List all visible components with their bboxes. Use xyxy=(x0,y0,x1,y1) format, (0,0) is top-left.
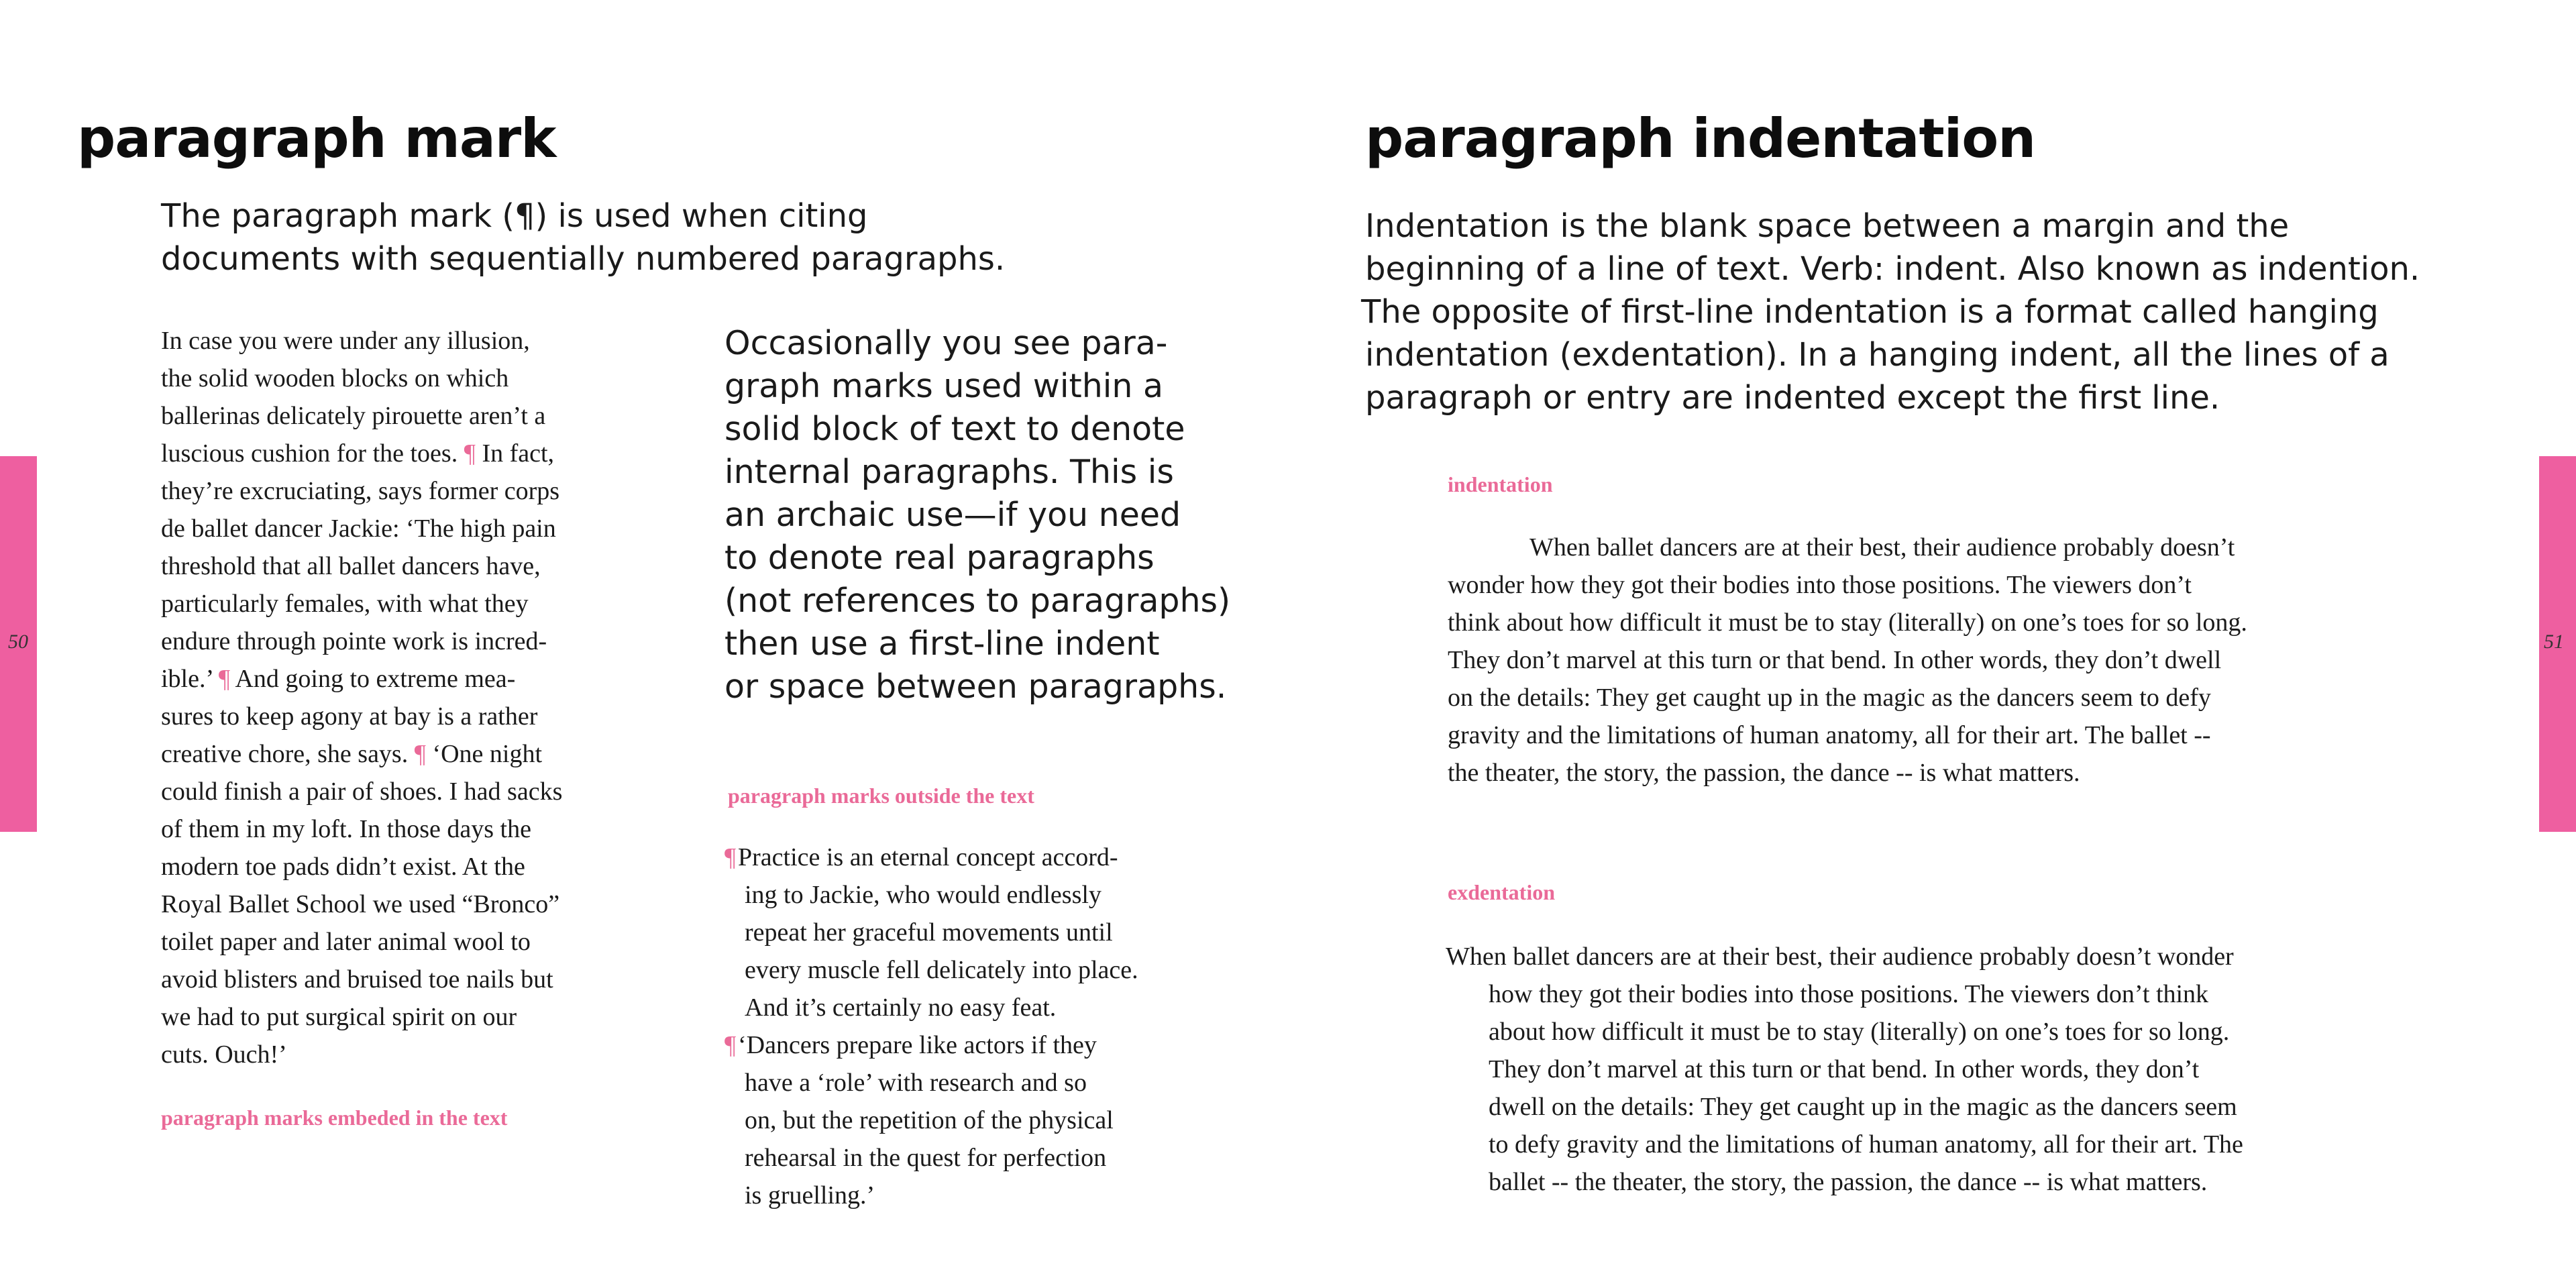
embedded-line xyxy=(161,623,562,660)
embedded-line xyxy=(161,510,562,547)
embedded-line-text: modern toe pads didn’t exist. At the xyxy=(161,853,525,881)
embedded-line xyxy=(161,1036,562,1073)
indentation-example xyxy=(1448,529,2247,792)
embedded-line-text: of them in my loft. In those days the xyxy=(161,815,531,843)
sidebar-line: to denote real paragraphs xyxy=(724,539,1155,577)
intro-line: paragraph or entry are indented except the first line. xyxy=(1365,379,2220,417)
sidebar-line: solid block of text to denote xyxy=(724,410,1185,448)
outside-line: is gruelling.’ xyxy=(745,1181,875,1210)
embedded-marks-example xyxy=(161,322,562,1073)
pilcrow-mark: ¶ xyxy=(724,843,737,871)
exdent-line: ballet -- the theater, the story, the passion, the dance -- is what matters. xyxy=(1489,1168,2208,1196)
embedded-line xyxy=(161,923,562,961)
exdent-line: They don’t marvel at this turn or that bend. In other words, they don’t xyxy=(1489,1055,2200,1083)
embedded-line xyxy=(161,547,562,585)
indentation-label: indentation xyxy=(1448,472,1553,496)
indent-line: wonder how they got their bodies into those positions. The viewers don’t xyxy=(1448,571,2192,599)
outside-paragraph xyxy=(724,839,1138,1026)
embedded-line-text: they’re excruciating, says former corps xyxy=(161,477,560,505)
outside-line: on, but the repetition of the physical xyxy=(745,1106,1114,1134)
sidebar-note xyxy=(724,322,1230,708)
sidebar-line: graph marks used within a xyxy=(724,367,1164,405)
intro-line: Indentation is the blank space between a margin and the xyxy=(1365,207,2290,245)
embedded-line-text: cuts. Ouch!’ xyxy=(161,1040,287,1069)
indent-line: When ballet dancers are at their best, their audience probably doesn’t xyxy=(1529,533,2235,561)
embedded-line-text: And going to extreme mea- xyxy=(230,665,516,693)
exdent-line: how they got their bodies into those positions. The viewers don’t think xyxy=(1489,980,2209,1008)
intro-line: indentation (exdentation). In a hanging indent, all the lines of a xyxy=(1365,336,2390,374)
embedded-line-text: particularly females, with what they xyxy=(161,590,529,618)
embedded-line-text: Royal Ballet School we used “Bronco” xyxy=(161,890,560,918)
right-intro xyxy=(1361,205,2420,419)
outside-line: rehearsal in the quest for perfection xyxy=(745,1144,1107,1172)
embedded-line xyxy=(161,735,562,773)
right-page-number: 51 xyxy=(2544,631,2564,653)
embedded-line xyxy=(161,810,562,848)
embedded-line-text: ible.’ xyxy=(161,665,219,693)
outside-paragraph xyxy=(724,1026,1138,1214)
pilcrow-mark: ¶ xyxy=(414,740,426,768)
embedded-line-text: ‘One night xyxy=(425,740,543,768)
embedded-line-text: creative chore, she says. xyxy=(161,740,415,768)
outside-marks-example xyxy=(724,839,1138,1214)
embedded-line-text: we had to put surgical spirit on our xyxy=(161,1003,517,1031)
embedded-line-text: threshold that all ballet dancers have, xyxy=(161,552,541,580)
indent-line: They don’t marvel at this turn or that bend. In other words, they don’t dwell xyxy=(1448,646,2222,674)
embedded-line-text: de ballet dancer Jackie: ‘The high pain xyxy=(161,515,556,543)
intro-line: The opposite of first-line indentation is a format called hanging xyxy=(1361,293,2379,331)
embedded-line xyxy=(161,322,562,360)
pilcrow-mark: ¶ xyxy=(464,439,476,468)
embedded-line-text: ballerinas delicately pirouette aren’t a xyxy=(161,402,546,430)
indent-line: on the details: They get caught up in the magic as the dancers seem to defy xyxy=(1448,684,2211,712)
intro-line: beginning of a line of text. Verb: indent. Also known as indention. xyxy=(1365,250,2420,288)
pilcrow-mark: ¶ xyxy=(724,1031,737,1059)
embedded-line xyxy=(161,961,562,998)
exdent-line: When ballet dancers are at their best, their audience probably doesn’t wonder xyxy=(1446,943,2234,971)
embedded-marks-label: paragraph marks embeded in the text xyxy=(161,1106,508,1130)
embedded-line-text: luscious cushion for the toes. xyxy=(161,439,464,468)
indent-line: gravity and the limitations of human anatomy, all for their art. The ballet -- xyxy=(1448,721,2211,749)
embedded-line xyxy=(161,472,562,510)
embedded-line xyxy=(161,397,562,435)
sidebar-line: then use a first-line indent xyxy=(724,625,1160,663)
embedded-line xyxy=(161,698,562,735)
embedded-line xyxy=(161,660,562,698)
embedded-line-text: could finish a pair of shoes. I had sacks xyxy=(161,777,563,806)
exdentation-example xyxy=(1446,938,2243,1201)
sidebar-line: internal paragraphs. This is xyxy=(724,453,1174,491)
outside-line: ‘Dancers prepare like actors if they xyxy=(738,1031,1097,1059)
embedded-line xyxy=(161,885,562,923)
sidebar-line: an archaic use—if you need xyxy=(724,496,1181,534)
embedded-line xyxy=(161,360,562,397)
embedded-line-text: endure through pointe work is incred- xyxy=(161,627,547,655)
indent-line: the theater, the story, the passion, the dance -- is what matters. xyxy=(1448,759,2080,787)
outside-line: And it’s certainly no easy feat. xyxy=(745,994,1057,1022)
outside-marks-label: paragraph marks outside the text xyxy=(728,784,1034,808)
sidebar-line: (not references to paragraphs) xyxy=(724,582,1231,620)
right-page-title: paragraph indentation xyxy=(1365,107,2036,170)
outside-line: ing to Jackie, who would endlessly xyxy=(745,881,1102,909)
exdent-line: about how difficult it must be to stay (literally) on one’s toes for so long. xyxy=(1489,1018,2230,1046)
sidebar-line: or space between paragraphs. xyxy=(724,667,1227,706)
embedded-line xyxy=(161,773,562,810)
left-intro xyxy=(161,195,1005,280)
embedded-line-text: toilet paper and later animal wool to xyxy=(161,928,531,956)
intro-line: documents with sequentially numbered paragraphs. xyxy=(161,240,1006,278)
pilcrow-mark: ¶ xyxy=(218,665,231,693)
indent-line: think about how difficult it must be to stay (literally) on one’s toes for so long. xyxy=(1448,608,2247,637)
embedded-line-text: In case you were under any illusion, xyxy=(161,327,530,355)
embedded-line xyxy=(161,848,562,885)
outside-line: Practice is an eternal concept accord- xyxy=(738,843,1118,871)
outside-line: have a ‘role’ with research and so xyxy=(745,1069,1087,1097)
sidebar-line: Occasionally you see para- xyxy=(724,324,1168,362)
outside-line: every muscle fell delicately into place. xyxy=(745,956,1138,984)
embedded-line-text: avoid blisters and bruised toe nails but xyxy=(161,965,553,994)
embedded-line xyxy=(161,585,562,623)
exdent-line: dwell on the details: They get caught up in the magic as the dancers seem xyxy=(1489,1093,2237,1121)
embedded-line xyxy=(161,435,562,472)
embedded-line-text: In fact, xyxy=(475,439,555,468)
exdent-line: to defy gravity and the limitations of human anatomy, all for their art. The xyxy=(1489,1130,2243,1159)
intro-line: The paragraph mark (¶) is used when citing xyxy=(161,197,868,235)
exdentation-label: exdentation xyxy=(1448,880,1555,904)
embedded-line-text: sures to keep agony at bay is a rather xyxy=(161,702,538,731)
outside-line: repeat her graceful movements until xyxy=(745,918,1113,947)
embedded-line-text: the solid wooden blocks on which xyxy=(161,364,509,392)
embedded-line xyxy=(161,998,562,1036)
left-page-title: paragraph mark xyxy=(77,107,556,170)
left-page-number: 50 xyxy=(8,631,28,653)
